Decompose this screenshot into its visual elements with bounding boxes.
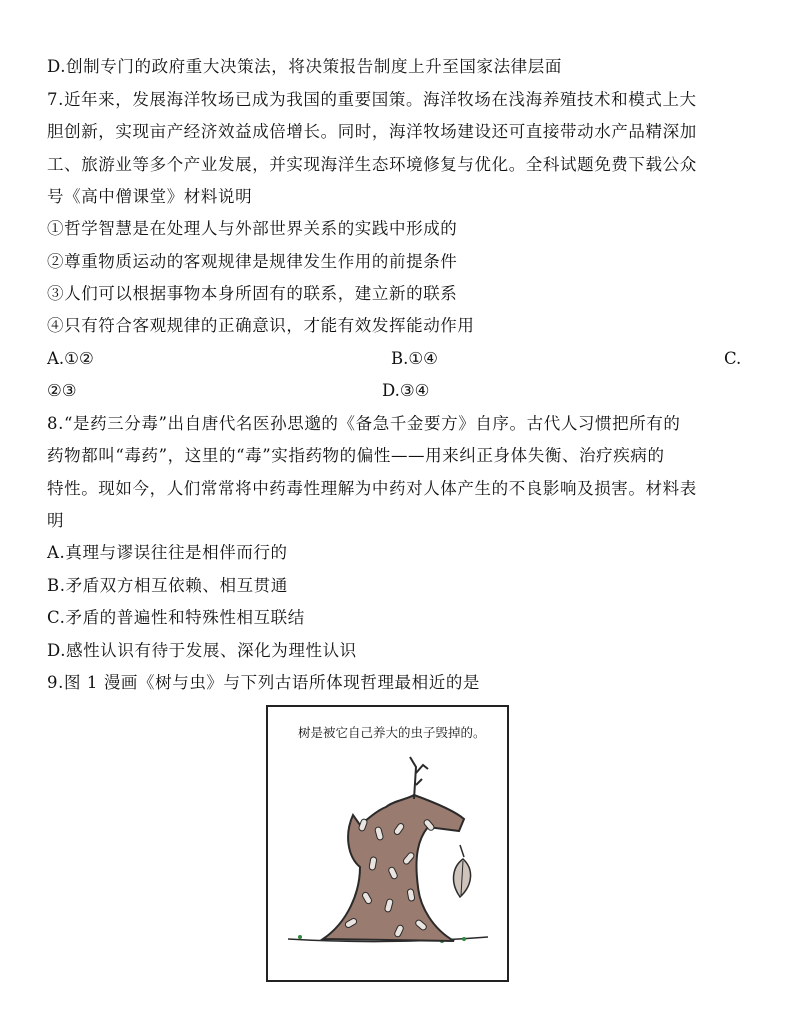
q7-stem-line-2: 胆创新，实现亩产经济效益成倍增长。同时，海洋牧场建设还可直接带动水产品精深加 <box>47 122 697 141</box>
q7-option-a: A.①② <box>47 349 94 368</box>
q7-option-b: B.①④ <box>391 349 438 368</box>
q7-statement-1: ①哲学智慧是在处理人与外部世界关系的实践中形成的 <box>47 219 458 238</box>
leaf-motion-line <box>460 845 464 857</box>
q7-statement-2: ②尊重物质运动的客观规律是规律发生作用的前提条件 <box>47 252 458 271</box>
q6-option-d: D.创制专门的政府重大决策法，将决策报告制度上升至国家法律层面 <box>47 57 562 76</box>
tree-illustration <box>268 707 507 980</box>
q7-stem-line-3: 工、旅游业等多个产业发展，并实现海洋生态环境修复与优化。全科试题免费下载公众 <box>47 155 697 174</box>
q8-stem-line-3: 特性。现如今，人们常常将中药毒性理解为中药对人体产生的不良影响及损害。材料表 <box>47 479 697 498</box>
tree-branch <box>410 757 428 799</box>
grass-dot <box>462 937 466 941</box>
grass-dot <box>298 935 302 939</box>
q7-stem-line-1: 7.近年来，发展海洋牧场已成为我国的重要国策。海洋牧场在浅海养殖技术和模式上大 <box>47 90 697 109</box>
q8-option-b: B.矛盾双方相互依赖、相互贯通 <box>47 576 288 595</box>
cartoon-tree-and-worms <box>266 705 509 982</box>
q7-option-c-content: ②③ <box>47 381 77 400</box>
q8-option-a: A.真理与谬误往往是相伴而行的 <box>47 543 288 562</box>
q7-option-c-label: C. <box>724 349 742 368</box>
q8-option-d: D.感性认识有待于发展、深化为理性认识 <box>47 641 357 660</box>
q8-stem-line-2: 药物都叫“毒药”，这里的“毒”实指药物的偏性——用来纠正身体失衡、治疗疾病的 <box>47 446 665 465</box>
q7-stem-line-4: 号《高中僧课堂》材料说明 <box>47 187 253 206</box>
q7-statement-3: ③人们可以根据事物本身所固有的联系，建立新的联系 <box>47 284 458 303</box>
q8-option-c: C.矛盾的普遍性和特殊性相互联结 <box>47 608 305 627</box>
cartoon-caption: 树是被它自己养大的虫子毁掉的。 <box>298 725 486 740</box>
q9-stem: 9.图 1 漫画《树与虫》与下列古语所体现哲理最相近的是 <box>47 673 481 692</box>
q7-statement-4: ④只有符合客观规律的正确意识，才能有效发挥能动作用 <box>47 316 475 335</box>
q8-stem-line-4: 明 <box>47 511 65 530</box>
q7-option-d: D.③④ <box>382 381 430 400</box>
q8-stem-line-1: 8.“是药三分毒”出自唐代名医孙思邈的《备急千金要方》自序。古代人习惯把所有的 <box>47 414 681 433</box>
